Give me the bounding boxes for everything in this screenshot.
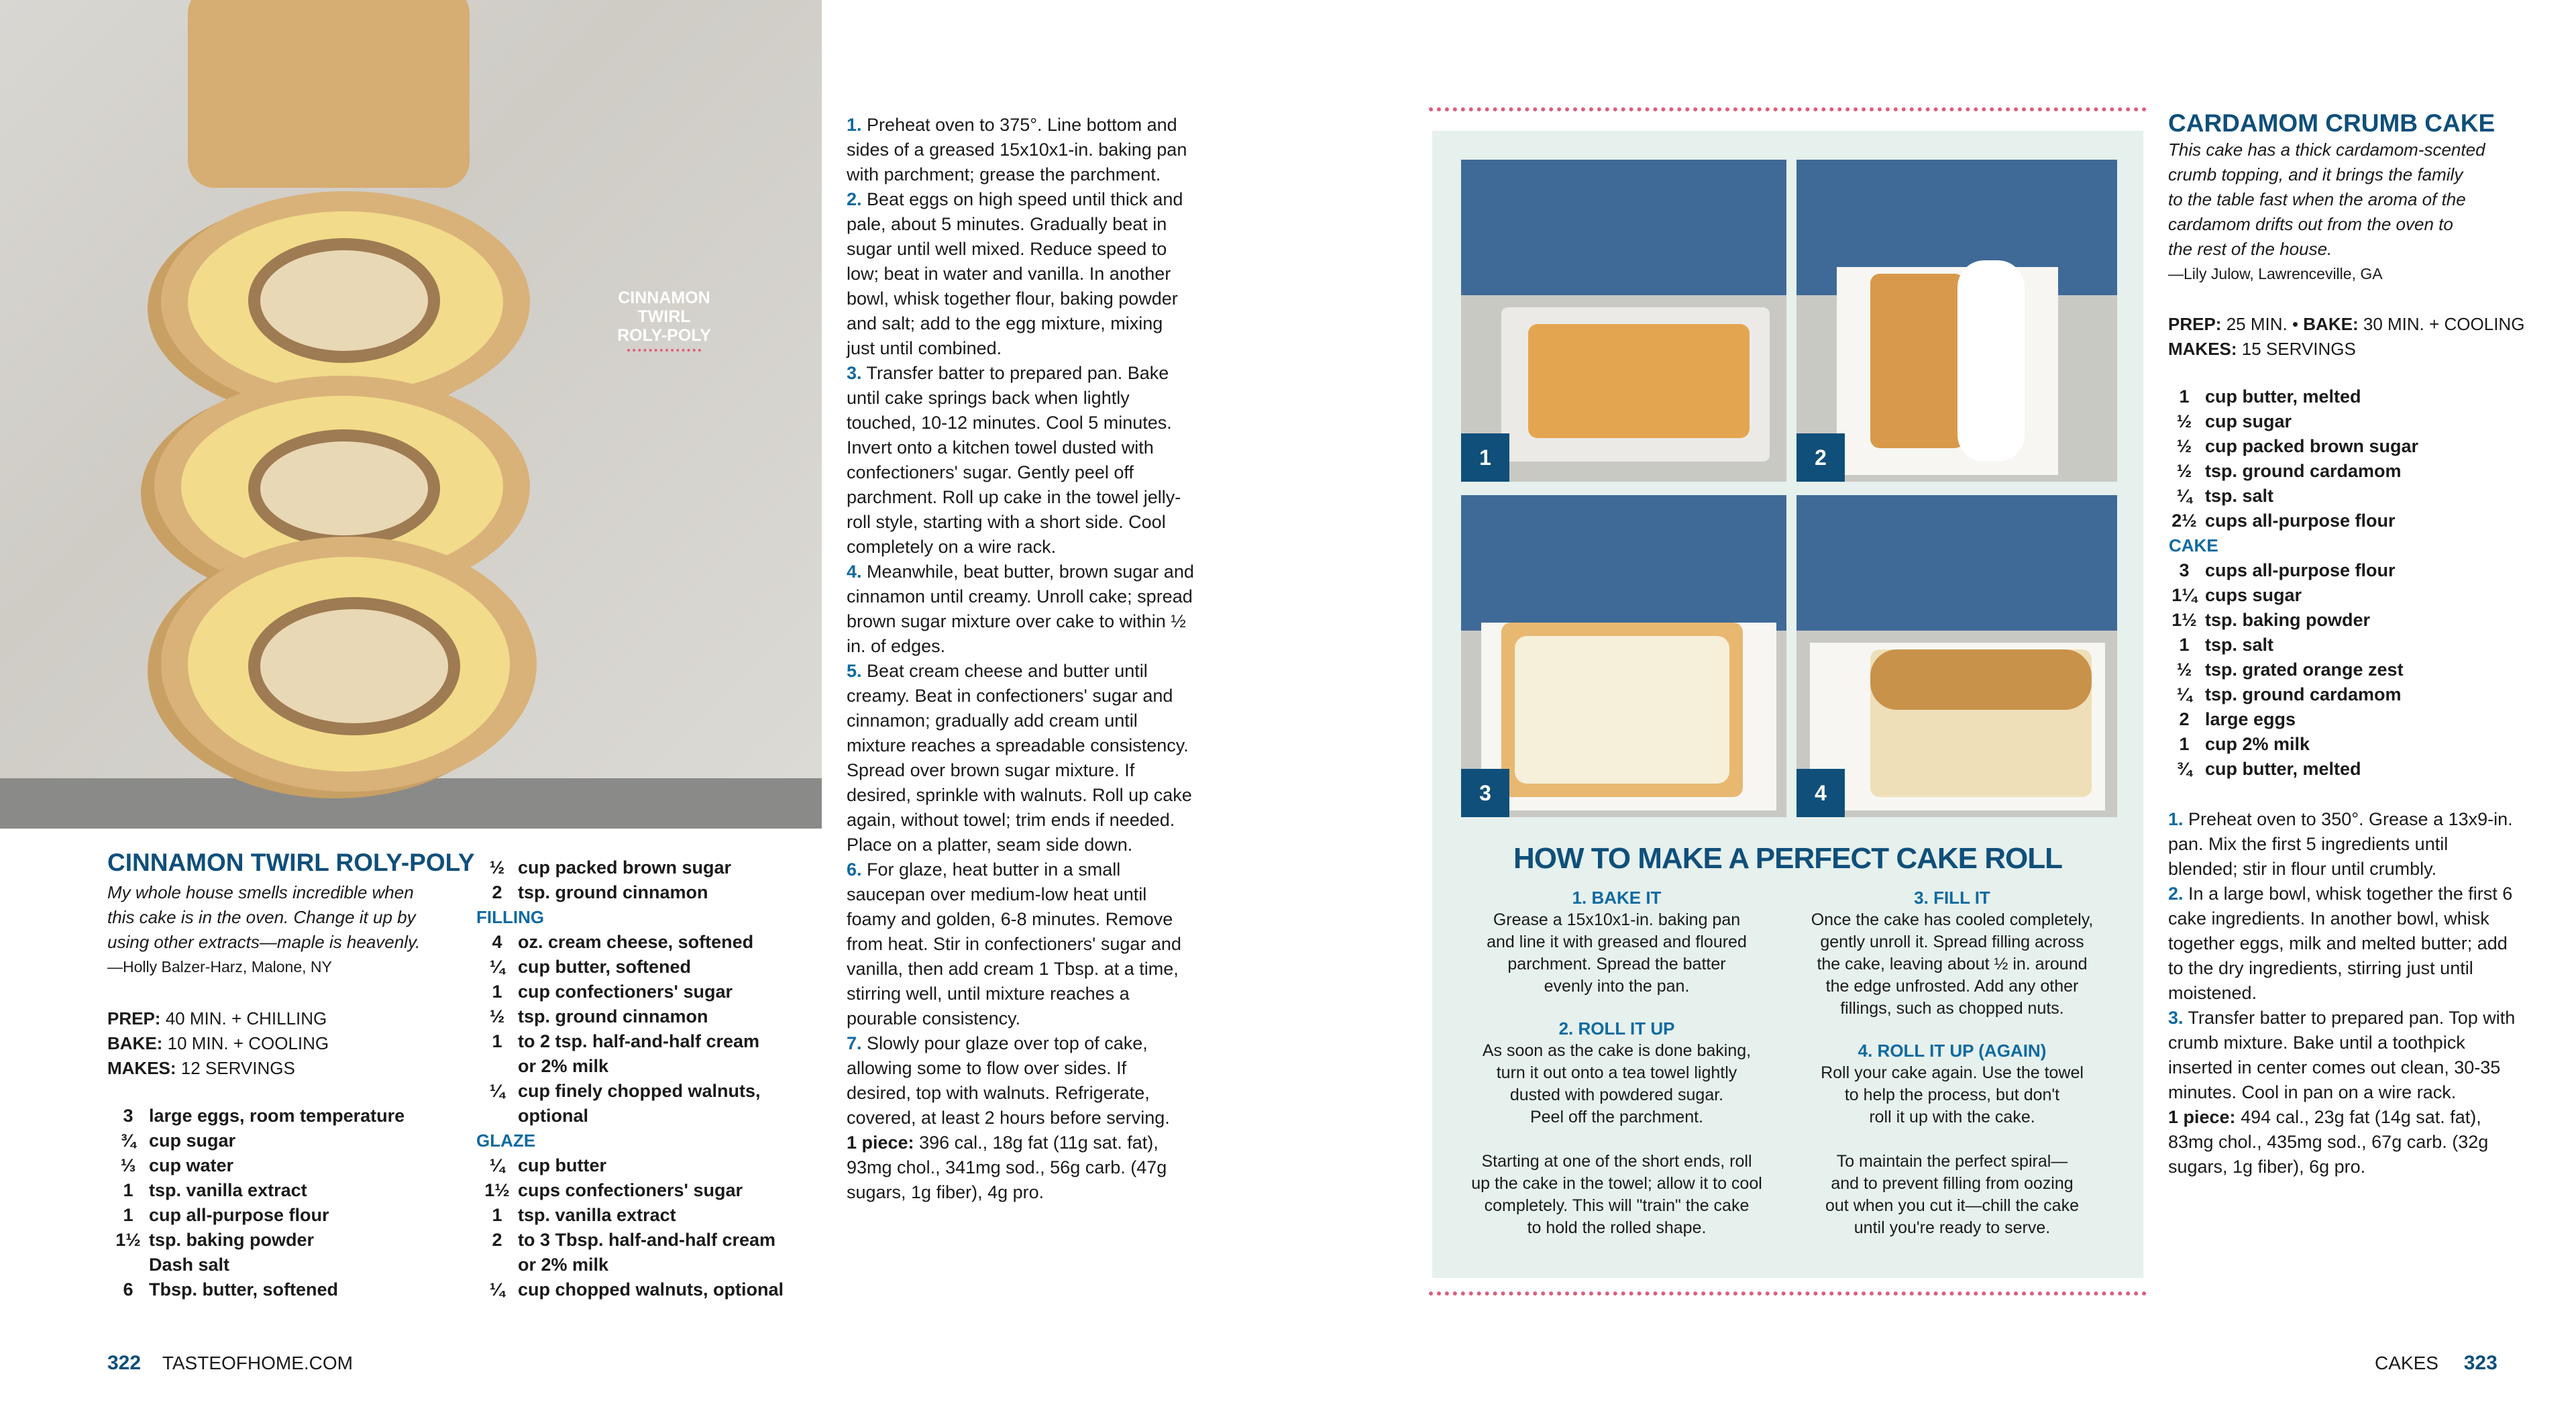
step-badge: 3: [1461, 769, 1509, 817]
makes-value: 12 SERVINGS: [180, 1058, 295, 1078]
footer-right: [2375, 1352, 2498, 1375]
description-line: the rest of the house.: [2168, 239, 2332, 259]
ingredient-item: [2163, 484, 2512, 509]
ingredient-item: [476, 1253, 825, 1277]
step-number: 1.: [847, 115, 862, 135]
bake-label: BAKE:: [107, 1033, 163, 1053]
step-text: Beat eggs on high speed until thick and pale, about 5 minutes. Gradually beat in sugar until well mixed. Reduce speed to low; beat in water and vanilla. In another bowl, whisk together flour, baking powder and salt; add to the egg mixture, mixing just until combined.: [847, 189, 1183, 358]
ingredient-text: cups all-purpose flour: [2205, 560, 2396, 580]
step-number: 3.: [847, 363, 862, 383]
ingredient-item: [2163, 682, 2512, 707]
ingredient-quantity: [476, 1253, 518, 1277]
ingredient-text: cup butter, softened: [518, 957, 692, 977]
ingredient-text: oz. cream cheese, softened: [518, 932, 754, 952]
recipe-times: [2168, 312, 2524, 362]
ingredient-text: tsp. ground cardamom: [2205, 461, 2402, 481]
howto-heading: 3. FILL IT: [1914, 888, 1990, 908]
cake-log: [188, 0, 470, 188]
description-line: to the table fast when the aroma of the: [2168, 189, 2466, 209]
ingredient-text: tsp. baking powder: [149, 1230, 315, 1250]
ingredient-text: cup butter, melted: [2205, 386, 2361, 407]
direction-step: [2168, 1006, 2517, 1105]
ingredient-item: [476, 855, 825, 880]
howto-text-line: the cake, leaving about ½ in. around: [1817, 955, 2088, 973]
ingredient-quantity: ¼: [2176, 486, 2192, 506]
howto-section: [1449, 887, 1784, 998]
ingredient-quantity: 3: [123, 1106, 133, 1126]
nutrition-text: 494 cal., 23g fat (14g sat. fat), 83mg chol., 435mg sod., 67g carb. (32g sugars, 1g fiber), 6g pro.: [2168, 1107, 2489, 1177]
ingredient-item: [476, 1277, 825, 1302]
description-line: this cake is in the oven. Change it up by: [107, 907, 416, 927]
description-line: using other extracts—maple is heavenly.: [107, 932, 421, 952]
howto-text-line: to hold the rolled shape.: [1527, 1218, 1707, 1237]
step-photo-2: [1796, 160, 2117, 482]
direction-step: [847, 560, 1195, 659]
ingredient-quantity: 1½: [115, 1230, 141, 1250]
howto-text-line: until you're ready to serve.: [1854, 1218, 2051, 1237]
howto-text-line: Starting at one of the short ends, roll: [1481, 1152, 1752, 1171]
ingredient-quantity: ¾: [2176, 759, 2192, 779]
howto-title: HOW TO MAKE A PERFECT CAKE ROLL: [1513, 842, 2063, 875]
direction-step: [847, 113, 1195, 187]
howto-text-line: Peel off the parchment.: [1529, 1108, 1704, 1126]
ingredient-item: [2163, 384, 2512, 409]
howto-heading: 4. ROLL IT UP (AGAIN): [1858, 1041, 2047, 1061]
ingredient-text: cups sugar: [2205, 585, 2302, 605]
ingredient-quantity: 1: [492, 1031, 502, 1051]
ingredient-text: large eggs: [2205, 709, 2296, 729]
nutrition-info: [2168, 1105, 2517, 1179]
step-number: 6.: [847, 859, 862, 880]
step-number: 5.: [847, 661, 862, 681]
ingredient-text: cup chopped walnuts, optional: [518, 1279, 784, 1300]
step-number: 1.: [2168, 809, 2184, 829]
ingredient-text: or 2% milk: [518, 1255, 609, 1275]
step-text: For glaze, heat butter in a small saucepan over medium-low heat until foamy and golden, 6-8 minutes. Remove from heat. Stir in confectioners' sugar and vanilla, then add cream 1 Tbsp. at a time, stirring well, until mixture reaches a pourable consistency.: [847, 859, 1181, 1028]
howto-text-line: to help the process, but don't: [1844, 1086, 2060, 1104]
ingredient-item: [2163, 732, 2512, 757]
ingredient-quantity: ⅓: [120, 1155, 136, 1175]
ingredient-quantity: ½: [2176, 461, 2192, 481]
howto-text-line: up the cake in the towel; allow it to cool: [1471, 1174, 1762, 1193]
howto-section: [1784, 1040, 2120, 1128]
recipe-author: —Lily Julow, Lawrenceville, GA: [2168, 265, 2383, 282]
howto-section: [1449, 1151, 1784, 1239]
ingredient-text: cup packed brown sugar: [2205, 436, 2419, 456]
ingredient-item: [476, 1054, 825, 1079]
page-number: 322: [107, 1352, 142, 1374]
page-number: 323: [2463, 1352, 2498, 1374]
step-text: In a large bowl, whisk together the first 6 cake ingredients. In another bowl, whisk together eggs, milk and melted butter; add to the dry ingredients, stirring just until moistened.: [2168, 884, 2513, 1003]
howto-text-line: evenly into the pan.: [1544, 977, 1690, 996]
howto-text-line: gently unroll it. Spread filling across: [1820, 933, 2084, 951]
ingredient-text: cups all-purpose flour: [2205, 511, 2396, 531]
step-text: Preheat oven to 375°. Line bottom and sides of a greased 15x10x1-in. baking pan with parchment; grease the parchment.: [847, 115, 1187, 184]
direction-step: [847, 1031, 1195, 1130]
photo-caption-line1: CINNAMON TWIRL: [618, 288, 710, 326]
ingredient-text: Dash salt: [149, 1255, 230, 1275]
ingredient-item: [107, 1228, 456, 1253]
ingredient-quantity: 1: [123, 1180, 133, 1200]
howto-section: [1449, 1018, 1784, 1128]
description-line: My whole house smells incredible when: [107, 882, 414, 902]
ingredient-text: tsp. ground cinnamon: [518, 882, 708, 902]
ingredient-item: [476, 1029, 825, 1054]
howto-text-line: To maintain the perfect spiral—: [1836, 1152, 2068, 1171]
ingredient-text: cup 2% milk: [2205, 734, 2310, 754]
ingredient-item: [2163, 757, 2512, 782]
ingredient-text: to 2 tsp. half-and-half cream: [518, 1031, 760, 1051]
ingredient-item: [2163, 558, 2512, 583]
ingredient-item: [2163, 608, 2512, 633]
bake-value: 30 MIN. + COOLING: [2363, 314, 2525, 334]
prep-label: PREP:: [2168, 314, 2222, 334]
makes-label: MAKES:: [2168, 339, 2237, 359]
ingredient-quantity: [476, 1104, 518, 1128]
howto-text-line: Grease a 15x10x1-in. baking pan: [1493, 910, 1741, 929]
ingredient-item: [107, 1128, 456, 1153]
ingredient-item: [476, 1079, 825, 1104]
step-text: Transfer batter to prepared pan. Top with crumb mixture. Bake until a toothpick inserted in center comes out clean, 30-35 minutes. Cool in pan on a wire rack.: [2168, 1008, 2516, 1102]
ingredient-quantity: 1½: [2171, 610, 2197, 630]
ingredient-item: [476, 1178, 825, 1203]
step-text: Preheat oven to 350°. Grease a 13x9-in. pan. Mix the first 5 ingredients until blended; stir in flour until crumbly.: [2168, 809, 2513, 879]
nutrition-label: 1 piece:: [847, 1132, 914, 1153]
ingredient-item: [2163, 707, 2512, 732]
description-line: crumb topping, and it brings the family: [2168, 164, 2463, 184]
step-photo-1: [1461, 160, 1786, 482]
direction-step: [847, 857, 1195, 1031]
nutrition-label: 1 piece:: [2168, 1107, 2236, 1127]
section-name: CAKES: [2375, 1353, 2438, 1373]
recipe-title: CARDAMOM CRUMB CAKE: [2168, 109, 2496, 137]
direction-step: [847, 659, 1195, 857]
ingredient-item: [2163, 409, 2512, 434]
makes-label: MAKES:: [107, 1058, 176, 1078]
ingredient-quantity: ½: [2176, 436, 2192, 456]
step-text: Beat cream cheese and butter until creamy. Beat in confectioners' sugar and cinnamon; gradually add cream until mixture reaches a spreadable consistency. Spread over brown sugar mixture. If desired, sprinkle with walnuts. Roll up cake again, without towel; trim ends if needed. Place on a platter, seam side down.: [847, 661, 1192, 855]
ingredient-quantity: 1½: [484, 1180, 510, 1200]
howto-heading: 2. ROLL IT UP: [1558, 1018, 1675, 1039]
ingredient-item: [107, 1104, 456, 1128]
filling-heading: FILLING: [476, 907, 545, 927]
recipe-times: [107, 1006, 329, 1081]
site-name: TASTEOFHOME.COM: [162, 1353, 353, 1373]
ingredients-list: [2163, 384, 2512, 782]
ingredient-quantity: ¼: [489, 957, 505, 977]
ingredient-text: optional: [518, 1106, 588, 1126]
ingredient-text: cups confectioners' sugar: [518, 1180, 743, 1200]
ingredient-text: cup packed brown sugar: [518, 857, 732, 878]
step-text: Transfer batter to prepared pan. Bake until cake springs back when lightly touched, 10-12 minutes. Cool 5 minutes. Invert onto a kitchen towel dusted with confectioners' sugar. Gently peel off parchment. Roll up cake in the towel jelly-roll style, starting with a short side. Cool completely on a wire rack.: [847, 363, 1181, 557]
ingredient-item: [476, 980, 825, 1004]
howto-text-line: As soon as the cake is done baking,: [1482, 1041, 1752, 1060]
ingredient-item: [2163, 509, 2512, 533]
description-line: This cake has a thick cardamom-scented: [2168, 140, 2485, 160]
howto-text-line: Roll your cake again. Use the towel: [1821, 1063, 2084, 1082]
ingredient-text: tsp. salt: [2205, 635, 2274, 655]
ingredient-quantity: ¼: [489, 1155, 505, 1175]
ingredient-quantity: ¼: [489, 1279, 505, 1300]
howto-text-line: Once the cake has cooled completely,: [1811, 910, 2094, 929]
ingredient-item: [2163, 434, 2512, 459]
ingredient-quantity: ¾: [120, 1130, 136, 1151]
ingredient-item: [476, 955, 825, 980]
ingredient-item: [476, 1104, 825, 1128]
ingredient-text: cup finely chopped walnuts,: [518, 1081, 761, 1101]
step-photo-3: [1461, 495, 1786, 817]
ingredient-quantity: 1: [2179, 635, 2190, 655]
recipe-directions: [2168, 807, 2517, 1179]
prep-value: 40 MIN. + CHILLING: [165, 1008, 327, 1028]
step-text: Meanwhile, beat butter, brown sugar and cinnamon until creamy. Unroll cake; spread brown sugar mixture over cake to within ½ in. of edges.: [847, 562, 1194, 656]
ingredient-item: [476, 930, 825, 955]
ingredient-item: [2163, 657, 2512, 682]
ingredient-item: [476, 1153, 825, 1178]
ingredient-text: large eggs, room temperature: [149, 1106, 405, 1126]
howto-text-line: completely. This will "train" the cake: [1484, 1196, 1750, 1215]
footer-left: [107, 1352, 353, 1375]
ingredient-quantity: 1: [2179, 734, 2190, 754]
ingredient-quantity: [107, 1253, 149, 1277]
ingredient-item: [476, 1203, 825, 1228]
howto-text-line: the edge unfrosted. Add any other: [1825, 977, 2079, 996]
recipe-directions: [847, 113, 1195, 1205]
step-badge: 2: [1796, 433, 1845, 482]
ingredient-quantity: 6: [123, 1279, 133, 1300]
recipe-description: [107, 880, 456, 980]
cake-heading: CAKE: [2169, 535, 2218, 556]
ingredient-item: [2163, 633, 2512, 657]
ingredient-item: [107, 1277, 456, 1302]
glaze-heading: GLAZE: [476, 1130, 536, 1151]
ingredient-text: or 2% milk: [518, 1056, 609, 1076]
ingredient-text: tsp. vanilla extract: [149, 1180, 307, 1200]
step-number: 7.: [847, 1033, 862, 1053]
bake-label: BAKE:: [2303, 314, 2359, 334]
ingredient-quantity: 1¼: [2171, 585, 2197, 605]
step-number: 4.: [847, 562, 862, 582]
ingredient-quantity: 1: [492, 982, 502, 1002]
howto-text-line: turn it out onto a tea towel lightly: [1496, 1063, 1737, 1082]
cake-roll-photo: [0, 0, 822, 829]
howto-text-line: parchment. Spread the batter: [1507, 955, 1726, 973]
ingredient-quantity: ½: [489, 857, 505, 878]
ingredients-list-cont: [476, 855, 825, 1302]
step-photo-4: [1796, 495, 2117, 817]
step-number: 3.: [2168, 1008, 2184, 1028]
ingredient-item: [2163, 459, 2512, 484]
direction-step: [847, 187, 1195, 361]
cake-slice: [161, 537, 537, 792]
howto-text-line: fillings, such as chopped nuts.: [1840, 999, 2064, 1018]
ingredient-text: cup confectioners' sugar: [518, 982, 733, 1002]
direction-step: [2168, 882, 2517, 1006]
ingredient-text: cup butter, melted: [2205, 759, 2361, 779]
ingredient-quantity: 2: [2179, 709, 2190, 729]
ingredient-text: tsp. salt: [2205, 486, 2274, 506]
step-number: 2.: [2168, 884, 2184, 904]
direction-step: [847, 361, 1195, 560]
prep-label: PREP:: [107, 1008, 161, 1028]
nutrition-text: 396 cal., 18g fat (11g sat. fat), 93mg chol., 341mg sod., 56g carb. (47g sugars, 1g fiber), 4g pro.: [847, 1132, 1167, 1202]
ingredient-item: [2163, 583, 2512, 608]
ingredient-text: cup sugar: [2205, 411, 2292, 431]
makes-value: 15 SERVINGS: [2241, 339, 2356, 359]
ingredient-quantity: 3: [2179, 560, 2190, 580]
ingredient-text: cup water: [149, 1155, 234, 1175]
howto-text-line: out when you cut it—chill the cake: [1825, 1196, 2079, 1215]
ingredient-item: [107, 1153, 456, 1178]
recipe-author: —Holly Balzer-Harz, Malone, NY: [107, 958, 332, 975]
ingredient-quantity: 1: [2179, 386, 2190, 407]
ingredient-item: [476, 1004, 825, 1029]
ingredient-quantity: ¼: [2176, 684, 2192, 704]
ingredient-quantity: 4: [492, 932, 502, 952]
howto-section: [1784, 1151, 2120, 1239]
ingredients-list: [107, 1104, 456, 1302]
ingredient-item: [107, 1178, 456, 1203]
photo-caption: [597, 288, 731, 352]
ingredient-quantity: ½: [489, 1006, 505, 1026]
direction-step: [2168, 807, 2517, 882]
howto-section: [1784, 887, 2120, 1020]
caption-divider: [627, 349, 701, 352]
bottom-dotted-rule: [1429, 1291, 2147, 1296]
howto-text-line: and to prevent filling from oozing: [1831, 1174, 2074, 1193]
ingredient-text: to 3 Tbsp. half-and-half cream: [518, 1230, 776, 1250]
recipe-description: [2168, 138, 2517, 286]
photo-caption-line2: ROLY-POLY: [617, 326, 711, 345]
ingredient-quantity: ¼: [489, 1081, 505, 1101]
ingredient-item: [107, 1203, 456, 1228]
ingredient-text: Tbsp. butter, softened: [149, 1279, 339, 1300]
ingredient-text: tsp. baking powder: [2205, 610, 2371, 630]
ingredient-text: cup sugar: [149, 1130, 236, 1151]
ingredient-text: tsp. vanilla extract: [518, 1205, 676, 1225]
prep-value: 25 MIN. •: [2226, 314, 2304, 334]
nutrition-info: [847, 1130, 1195, 1205]
ingredient-text: cup butter: [518, 1155, 606, 1175]
ingredient-quantity: 1: [123, 1205, 133, 1225]
bake-value: 10 MIN. + COOLING: [167, 1033, 329, 1053]
ingredient-item: [476, 880, 825, 905]
ingredient-text: tsp. ground cinnamon: [518, 1006, 708, 1026]
ingredient-item: [107, 1253, 456, 1277]
ingredient-quantity: ½: [2176, 411, 2192, 431]
ingredient-quantity: 2: [492, 1230, 502, 1250]
ingredient-text: cup all-purpose flour: [149, 1205, 329, 1225]
step-badge: 4: [1796, 769, 1845, 817]
recipe-title: CINNAMON TWIRL ROLY-POLY: [107, 849, 475, 876]
ingredient-text: tsp. ground cardamom: [2205, 684, 2402, 704]
howto-text-line: roll it up with the cake.: [1869, 1108, 2035, 1126]
ingredient-quantity: [476, 1054, 518, 1079]
step-text: Slowly pour glaze over top of cake, allowing some to flow over sides. If desired, top with walnuts. Refrigerate, covered, at least 2 hours before serving.: [847, 1033, 1170, 1128]
top-dotted-rule: [1429, 107, 2147, 111]
description-line: cardamom drifts out from the oven to: [2168, 214, 2453, 234]
ingredient-text: tsp. grated orange zest: [2205, 659, 2404, 680]
howto-heading: 1. BAKE IT: [1572, 888, 1662, 908]
ingredient-item: [476, 1228, 825, 1253]
howto-column-right: [1784, 887, 2120, 1239]
step-number: 2.: [847, 189, 862, 209]
ingredient-quantity: 1: [492, 1205, 502, 1225]
howto-text-line: dusted with powdered sugar.: [1509, 1086, 1724, 1104]
howto-text-line: and line it with greased and floured: [1487, 933, 1747, 951]
step-badge: 1: [1461, 433, 1509, 482]
ingredient-quantity: ½: [2176, 659, 2192, 680]
ingredient-quantity: 2: [492, 882, 502, 902]
howto-column-left: [1449, 887, 1784, 1239]
ingredient-quantity: 2½: [2171, 511, 2197, 531]
